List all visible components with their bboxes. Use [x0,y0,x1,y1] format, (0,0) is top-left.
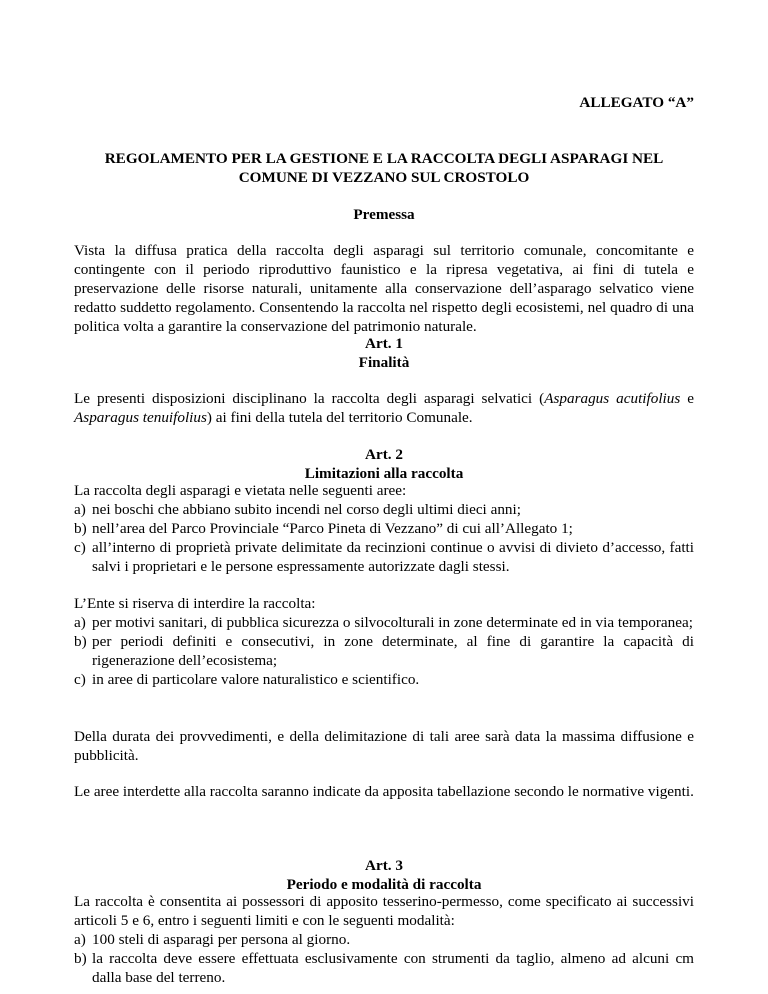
art2-heading: Limitazioni alla raccolta [304,465,464,482]
allegato-label: ALLEGATO “A” [579,94,694,111]
list-item: c) all’interno di proprietà private delimitate da recinzioni continue o avvisi di divieto d’accesso, fatti salvi i proprietari e le persone espressamente autorizzate dagli stessi. [74,539,694,575]
title-line-1: REGOLAMENTO PER LA GESTIONE E LA RACCOLTA DEGLI ASPARAGI NEL [104,150,664,167]
art3-header [74,856,694,894]
document-title [74,149,694,187]
art3-intro: La raccolta è consentita ai possessori di apposito tesserino-permesso, come specificato ai successivi articoli 5 e 6, entro i seguenti limiti e con le seguenti modalità: [74,893,694,929]
title-line-2: COMUNE DI VEZZANO SUL CROSTOLO [238,169,530,186]
art2-number: Art. 2 [365,446,403,463]
art1-text-a: Le presenti disposizioni disciplinano la raccolta degli asparagi selvatici ( [74,390,545,407]
art1-number: Art. 1 [365,335,403,352]
art2-para1: Della durata dei provvedimenti, e della delimitazione di tali aree sarà data la massima diffusione e pubblicità. [74,728,694,764]
art2-header [74,445,694,483]
art3-body [74,892,694,987]
art2-interdictions [74,594,694,689]
art2-list2 [74,613,694,689]
art2-intro2: L’Ente si riserva di interdire la raccolta: [74,595,316,612]
list-item: a) nei boschi che abbiano subito incendi nel corso degli ultimi dieci anni; [74,501,521,518]
art2-restrictions [74,481,694,576]
art1-text [74,389,694,427]
species-acutifolius: Asparagus acutifolius [544,390,681,407]
art3-heading: Periodo e modalità di raccolta [286,876,482,893]
list-item: c) in aree di particolare valore naturalistico e scientifico. [74,671,420,688]
art2-para2: Le aree interdette alla raccolta saranno indicate da apposita tabellazione secondo le normative vigenti. [74,783,694,800]
list-item: a) per motivi sanitari, di pubblica sicurezza o silvocolturali in zone determinate ed in via temporanea; [74,614,693,631]
art3-list [74,930,694,987]
premessa-heading: Premessa [353,206,415,223]
art3-number: Art. 3 [365,857,403,874]
art1-heading: Finalità [358,354,410,371]
list-item: a) 100 steli di asparagi per persona al giorno. [74,931,351,948]
species-tenuifolius: Asparagus tenuifolius [74,409,207,426]
art1-header [74,334,694,372]
art1-text-c: ) ai fini della tutela del territorio Comunale. [206,409,473,426]
list-item: b) per periodi definiti e consecutivi, in zone determinate, al fine di garantire la capacità di rigenerazione dell’ecosistema; [74,633,694,669]
premessa-text: Vista la diffusa pratica della raccolta degli asparagi sul territorio comunale, concomitante e contingente con il periodo riproduttivo faunistico e la ripresa vegetativa, ai fini di tutela e preservazione delle risorse naturali, unitamente alla conservazione dell’asparago selvatico viene redatto suddetto regolamento. Consentendo la raccolta nel rispetto degli ecosistemi, nel quadro di una politica volta a garantire la conservazione del patrimonio naturale. [74,242,694,335]
list-item: b) nell’area del Parco Provinciale “Parco Pineta di Vezzano” di cui all’Allegato 1; [74,520,573,537]
art1-text-b: e [680,390,694,407]
art2-list [74,500,694,576]
list-item: b) la raccolta deve essere effettuata esclusivamente con strumenti da taglio, almeno ad alcuni cm dalla base del terreno. [74,950,694,986]
art2-intro: La raccolta degli asparagi e vietata nelle seguenti aree: [74,482,407,499]
